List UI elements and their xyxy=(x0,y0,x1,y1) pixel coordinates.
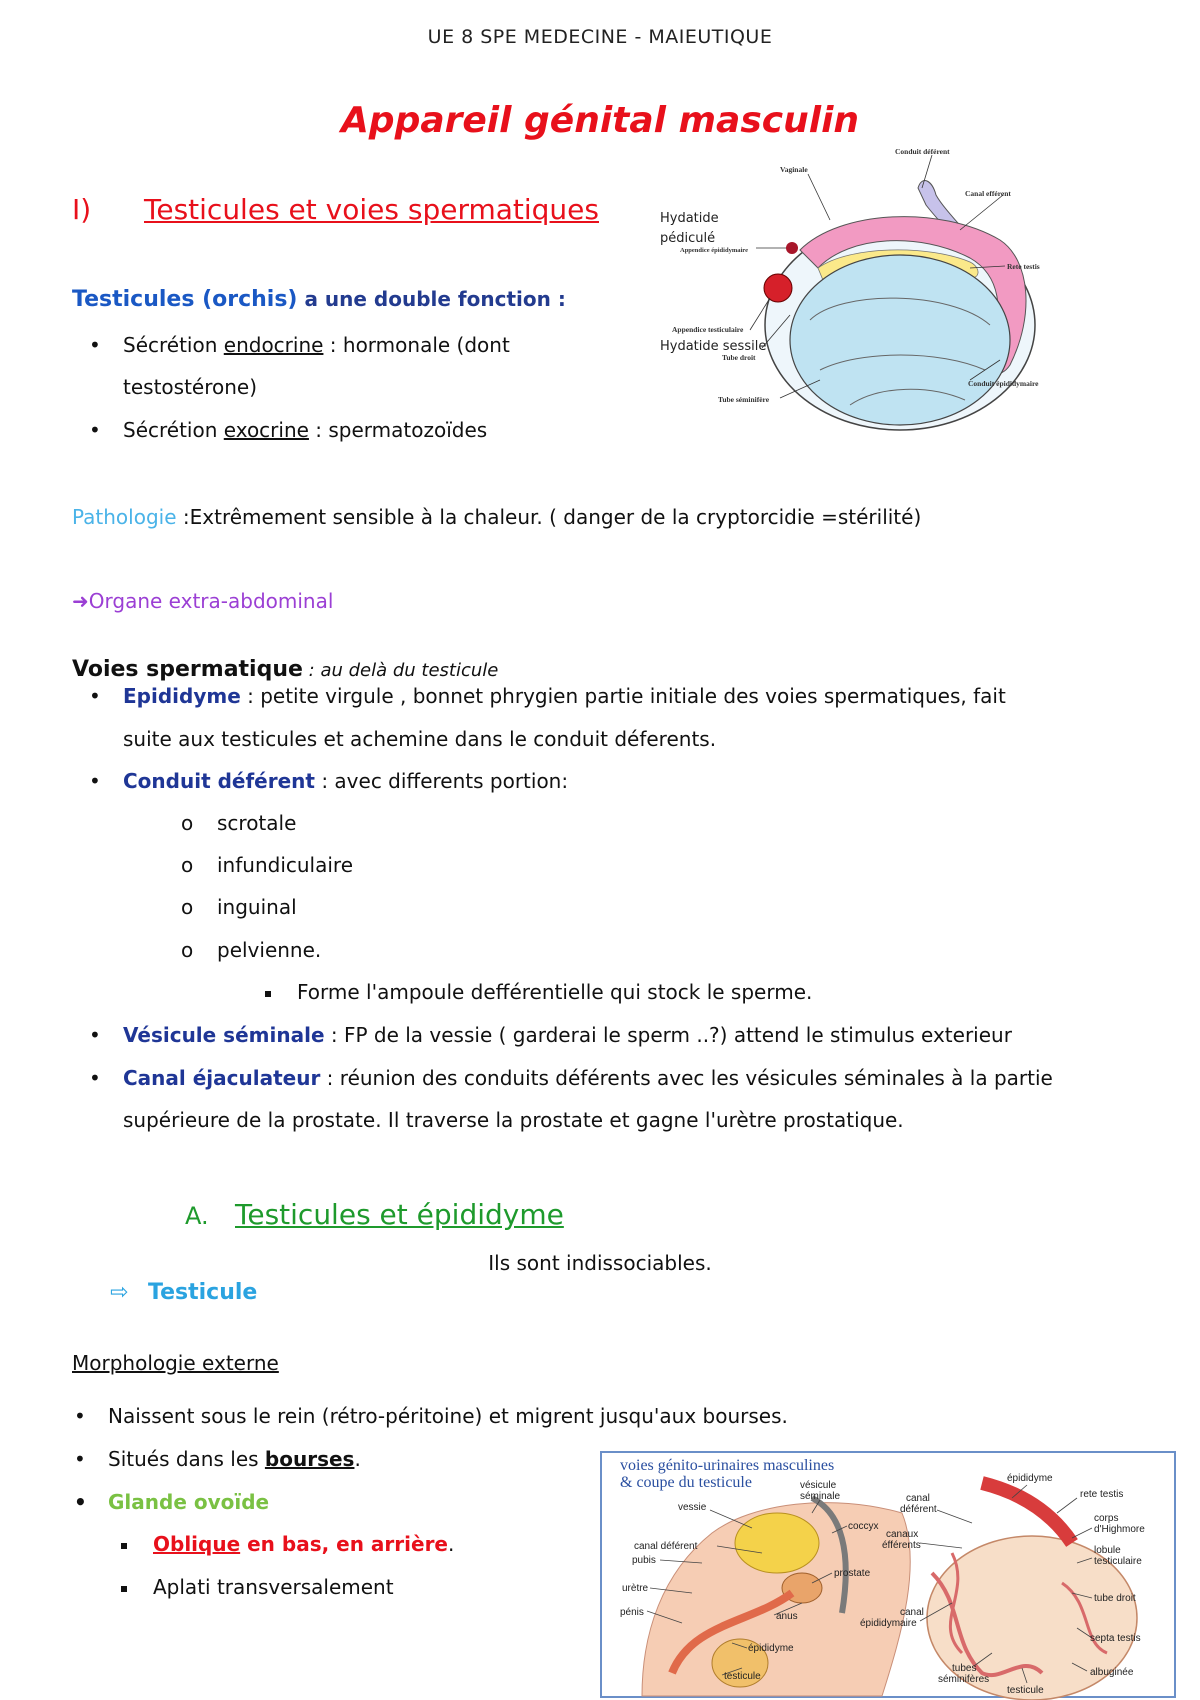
vesicule-label: Vésicule séminale xyxy=(123,1023,325,1047)
portion-text: pelvienne. xyxy=(217,938,322,962)
label-canal-deferent-r1: canal xyxy=(906,1493,930,1504)
text: Sécrétion xyxy=(123,333,224,357)
label-conduit-deferent: Conduit déférent xyxy=(895,147,950,156)
circle-marker: o xyxy=(181,853,194,877)
label-penis: pénis xyxy=(620,1607,644,1618)
label-corps-2: d'Highmore xyxy=(1094,1524,1145,1535)
genito-urinary-figure xyxy=(600,1451,1176,1698)
label-vesicule-2: séminale xyxy=(800,1491,841,1502)
label-septa-testis: septa testis xyxy=(1090,1633,1141,1644)
bullet-conduit xyxy=(123,769,568,793)
portion-item xyxy=(181,938,322,962)
organe-extra-abdominal: ➜Organe extra-abdominal xyxy=(72,589,334,613)
text: : spermatozoïdes xyxy=(308,418,488,442)
label-testicule-left: testicule xyxy=(724,1671,761,1682)
section-a-title: Testicules et épididyme xyxy=(235,1198,564,1231)
bullet-endocrine xyxy=(123,333,510,357)
testicle-diagram xyxy=(660,147,1150,450)
voies-subtitle: : au delà du testicule xyxy=(302,660,499,681)
bullet-glande: • Glande ovoïde xyxy=(108,1490,269,1514)
label-canaux-1: canaux xyxy=(886,1529,919,1540)
label-corps-1: corps xyxy=(1094,1513,1119,1524)
circle-marker: o xyxy=(181,895,194,919)
label-tube-seminifere: Tube séminifère xyxy=(718,395,770,404)
morphologie-title: Morphologie externe xyxy=(72,1351,279,1375)
endocrine-term: endocrine xyxy=(223,333,324,357)
testicules-subject: Testicules (orchis) xyxy=(72,287,298,312)
section-1-heading xyxy=(72,193,599,226)
label-lobule-1: lobule xyxy=(1094,1545,1121,1556)
figure-title-1: voies génito-urinaires masculines xyxy=(620,1457,835,1474)
label-albuginee: albuginée xyxy=(1090,1667,1134,1678)
indissociables-text: Ils sont indissociables. xyxy=(488,1251,712,1275)
bullet-endocrine-cont: testostérone) xyxy=(123,375,258,399)
vessie-shape xyxy=(735,1513,819,1573)
testicule-label: Testicule xyxy=(148,1280,258,1305)
bullet-vesicule xyxy=(123,1023,1012,1047)
section-a-letter: A. xyxy=(185,1202,209,1230)
label-canal-efferent: Canal efférent xyxy=(965,189,1011,198)
label-anus: anus xyxy=(776,1611,798,1622)
label-canal-deferent: canal déférent xyxy=(634,1541,698,1552)
label-coccyx: coccyx xyxy=(848,1521,879,1532)
text: : avec differents portion: xyxy=(314,769,569,793)
label-prostate: prostate xyxy=(834,1568,871,1579)
label-tube-droit: tube droit xyxy=(1094,1593,1136,1604)
label-hydatide-sessile: Hydatide sessile xyxy=(660,339,767,354)
label-rete-testis: Rete testis xyxy=(1007,262,1040,271)
label-rete-testis: rete testis xyxy=(1080,1489,1124,1500)
portion-item xyxy=(181,895,297,919)
testicule-heading xyxy=(110,1280,257,1305)
epididyme-label: Epididyme xyxy=(123,684,241,708)
portion-text: infundiculaire xyxy=(217,853,354,877)
label-testicule-right: testicule xyxy=(1007,1685,1044,1696)
hydatide-sessile-shape xyxy=(764,274,792,302)
label-lobule-2: testiculaire xyxy=(1094,1556,1142,1567)
testis-shape xyxy=(790,255,1010,425)
label-tube-droit: Tube droit xyxy=(722,353,756,362)
testicules-intro-text: a une double fonction : xyxy=(297,287,566,311)
label-hydatide-pedicule-2: pédiculé xyxy=(660,231,716,246)
canal-cont: supérieure de la prostate. Il traverse la prostate et gagne l'urètre prostatique. xyxy=(123,1108,904,1132)
label-canaux-2: éfférents xyxy=(882,1540,921,1551)
genito-urinary-diagram xyxy=(602,1453,1174,1696)
section-1-title: Testicules et voies spermatiques xyxy=(144,193,599,226)
page-title: Appareil génital masculin xyxy=(340,100,860,141)
text: : FP de la vessie ( garderai le sperm ..?) attend le stimulus exterieur xyxy=(324,1023,1012,1047)
exocrine-term: exocrine xyxy=(223,418,309,442)
label-hydatide-pedicule-1: Hydatide xyxy=(660,211,719,226)
pathologie-line xyxy=(72,505,921,529)
sub-aplati: Aplati transversalement xyxy=(153,1575,394,1599)
label-vaginale: Vaginale xyxy=(780,165,808,174)
label-epididyme-left: épididyme xyxy=(748,1643,794,1654)
text: : petite virgule , bonnet phrygien partie initiale des voies spermatiques, fait xyxy=(240,684,1006,708)
text: . xyxy=(354,1447,361,1471)
canal-label: Canal éjaculateur xyxy=(123,1066,321,1090)
bullet-epididyme xyxy=(123,684,1006,708)
bullet-naissent: • Naissent sous le rein (rétro-péritoine) et migrent jusqu'aux bourses. xyxy=(108,1404,788,1428)
label-canal-epid-2: épididymaire xyxy=(860,1618,917,1629)
epididyme-cont: suite aux testicules et achemine dans le conduit déferents. xyxy=(123,727,717,751)
label-appendice-testiculaire: Appendice testiculaire xyxy=(672,325,744,334)
epididyme-right-shape xyxy=(982,1483,1072,1543)
label-appendice-epididymaire: Appendice épididymaire xyxy=(680,247,748,254)
label-tubes-1: tubes xyxy=(952,1663,977,1674)
pathologie-label: Pathologie xyxy=(72,505,177,529)
label-vesicule-1: vésicule xyxy=(800,1480,837,1491)
conduit-label: Conduit déférent xyxy=(123,769,315,793)
portion-item xyxy=(181,853,354,877)
text: en bas, en arrière xyxy=(240,1532,448,1556)
bullet-canal xyxy=(123,1066,1053,1090)
portion-text: scrotale xyxy=(217,811,297,835)
label-uretre: urètre xyxy=(622,1583,649,1594)
sub-oblique xyxy=(153,1532,454,1556)
text: . xyxy=(448,1532,455,1556)
circle-marker: o xyxy=(181,938,194,962)
oblique-term: Oblique xyxy=(153,1532,241,1556)
text: Situés dans les xyxy=(108,1447,265,1471)
figure-title-2: & coupe du testicule xyxy=(620,1474,752,1491)
arrow-right-icon: ⇨ xyxy=(110,1280,129,1305)
label-canal-epid-1: canal xyxy=(900,1607,924,1618)
text: Sécrétion xyxy=(123,418,224,442)
voies-heading xyxy=(72,657,498,682)
bourses-term: bourses xyxy=(264,1447,355,1471)
portion-item xyxy=(181,811,297,835)
label-conduit-epididymaire: Conduit épididymaire xyxy=(968,379,1039,388)
text: : réunion des conduits déférents avec les vésicules séminales à la partie xyxy=(320,1066,1053,1090)
circle-marker: o xyxy=(181,811,194,835)
ampoule-item: Forme l'ampoule defférentielle qui stock le sperme. xyxy=(297,980,813,1004)
section-1-number: I) xyxy=(72,193,92,226)
hydatide-pedicule-shape xyxy=(786,242,798,254)
label-vessie: vessie xyxy=(678,1502,707,1513)
portion-text: inguinal xyxy=(217,895,297,919)
testicules-intro xyxy=(72,287,566,312)
pathologie-text: :Extrêmement sensible à la chaleur. ( danger de la cryptorcidie =stérilité) xyxy=(176,505,922,529)
label-pubis: pubis xyxy=(632,1555,656,1566)
voies-title: Voies spermatique xyxy=(72,657,303,682)
label-tubes-2: séminifères xyxy=(938,1674,990,1685)
section-a-heading xyxy=(185,1198,564,1231)
bullet-exocrine xyxy=(123,418,487,442)
text: : hormonale (dont xyxy=(323,333,510,357)
label-epididyme-right: épididyme xyxy=(1007,1473,1053,1484)
bullet-bourses xyxy=(108,1447,361,1471)
label-canal-deferent-r2: déférent xyxy=(900,1504,937,1515)
page-header: UE 8 SPE MEDECINE - MAIEUTIQUE xyxy=(427,26,773,48)
